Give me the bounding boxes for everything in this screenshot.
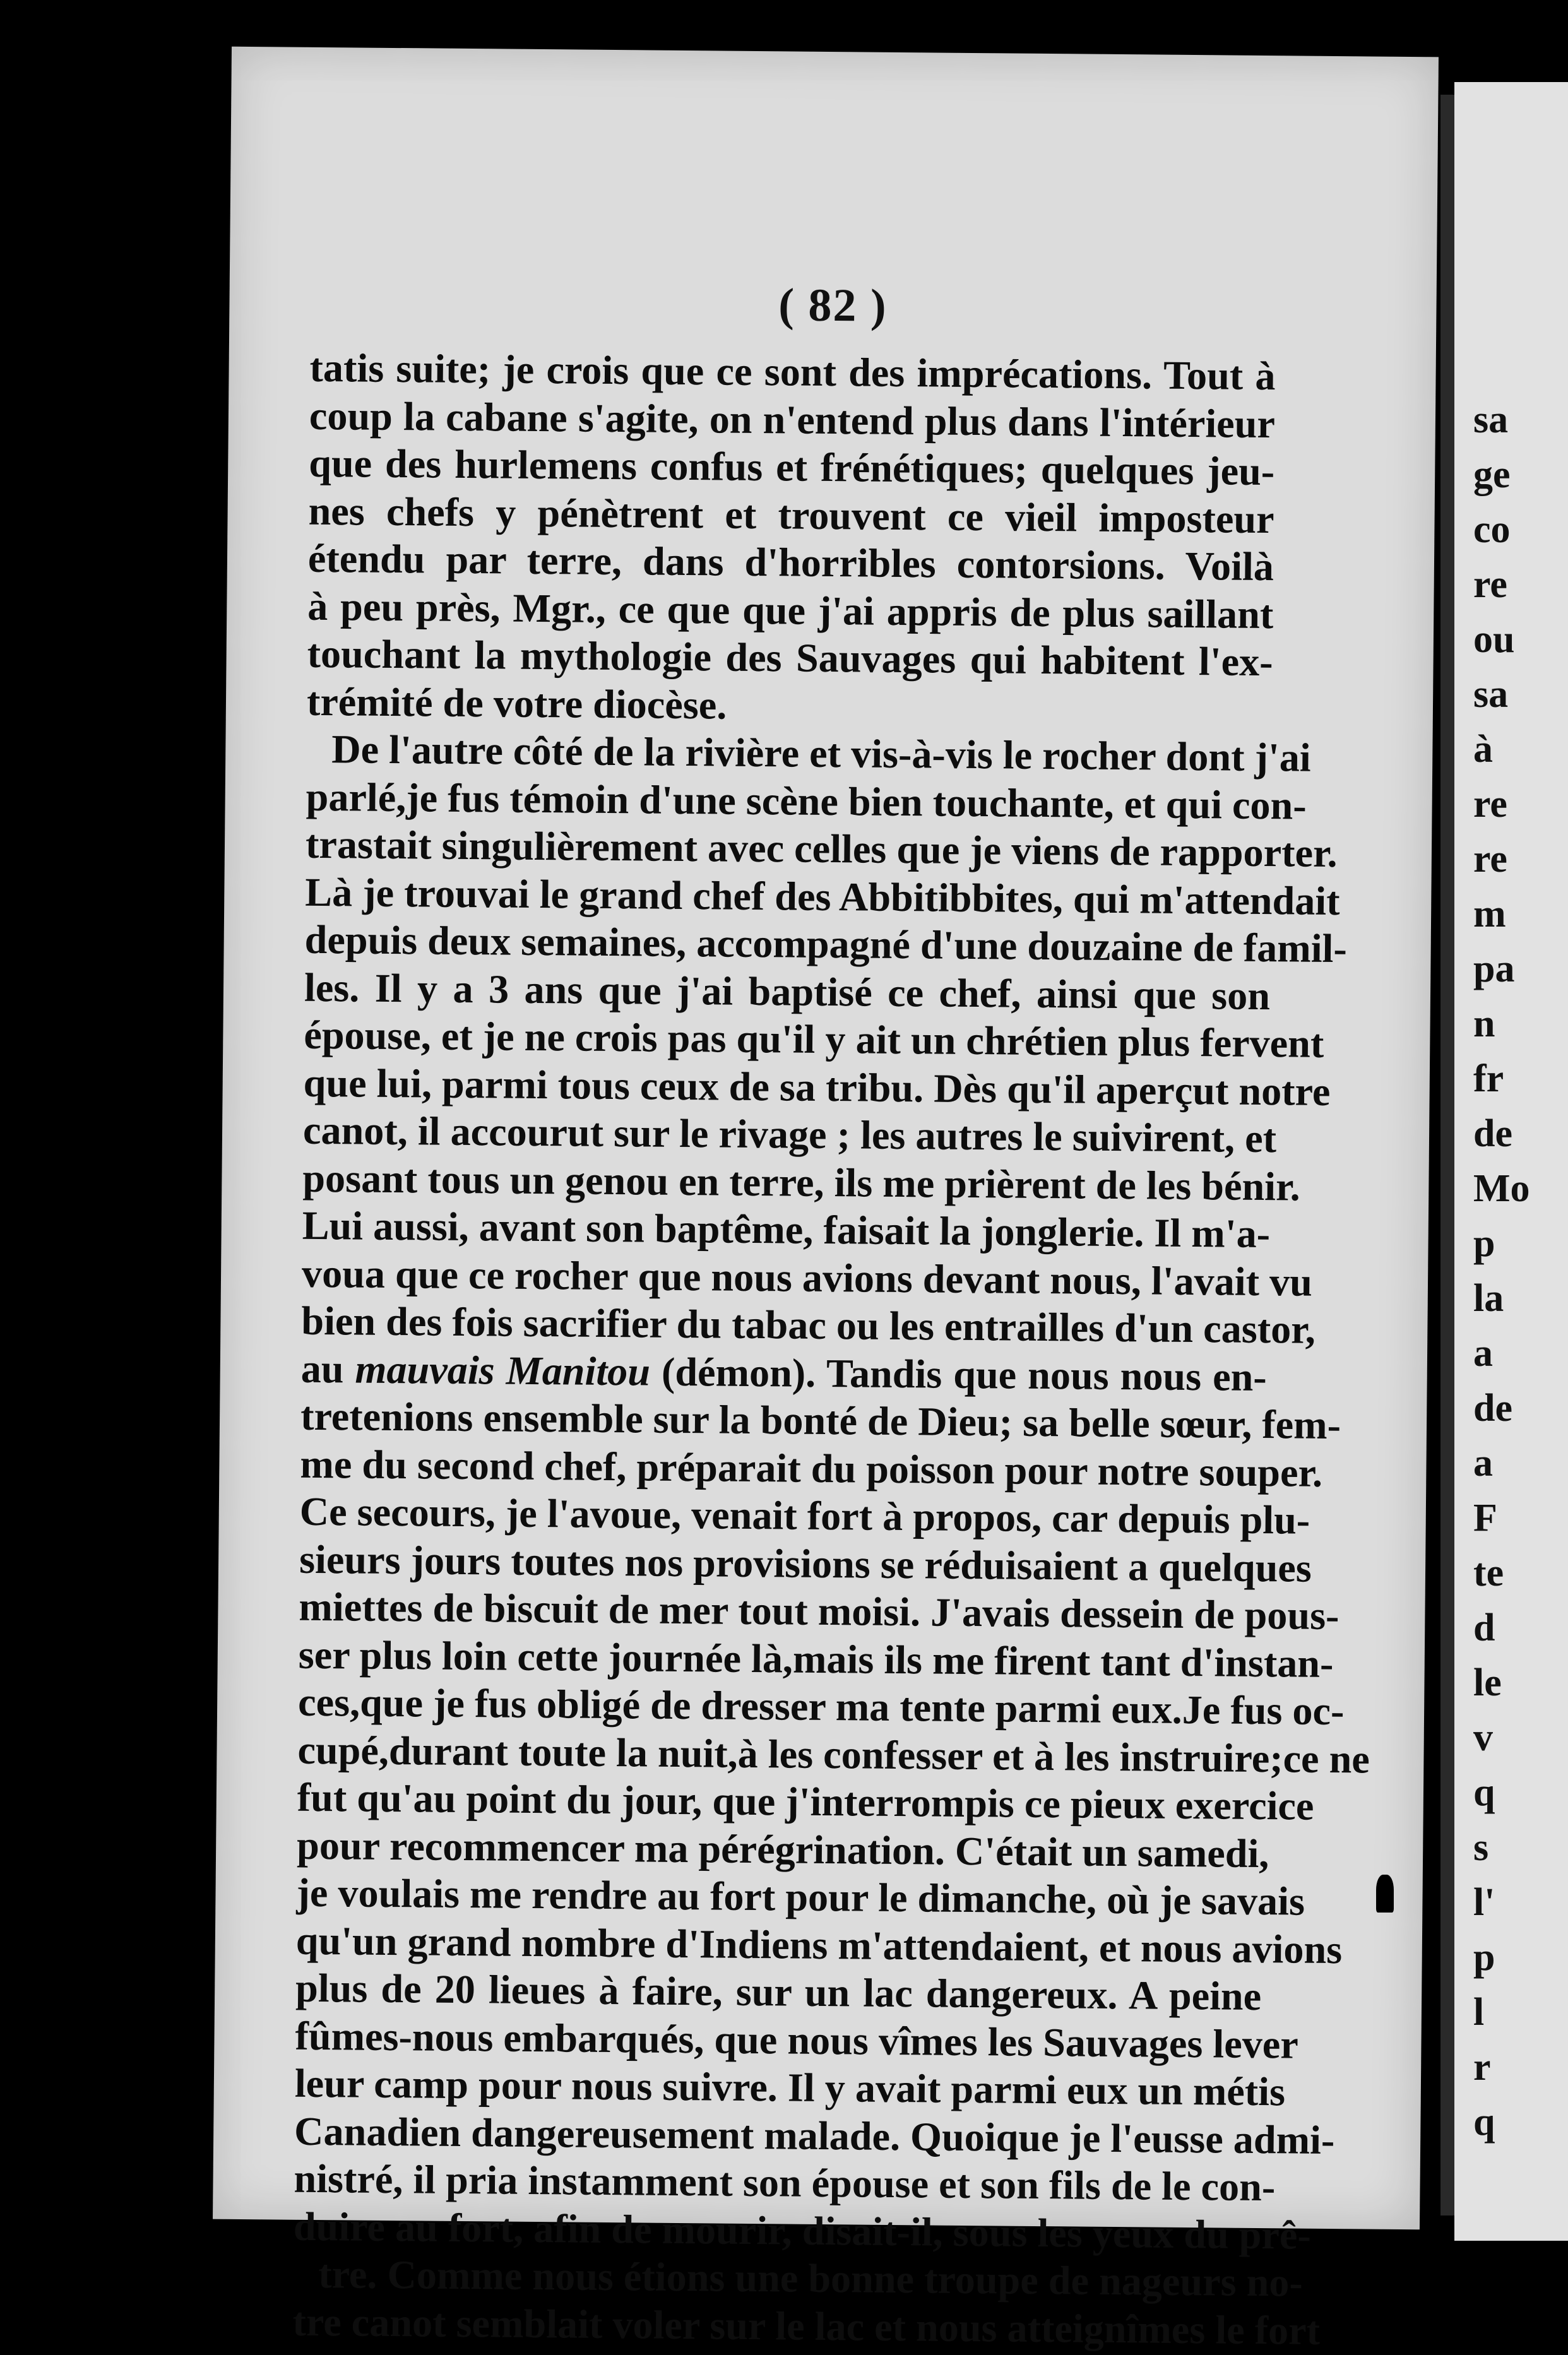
text-line: Lui aussi, avant son baptême, faisait la jonglerie. Il m'a- — [302, 1202, 1271, 1257]
text-line: voua que ce rocher que nous avions devant nous, l'avait vu — [301, 1250, 1313, 1305]
text-line: plus de 20 lieues à faire, sur un lac dangereux. A peine — [295, 1965, 1262, 2019]
text-line: nistré, il pria instamment son épouse et son fils de le con- — [294, 2156, 1276, 2210]
text-line: posant tous un genou en terre, ils me prièrent de les bénir. — [302, 1155, 1301, 1209]
adjacent-text-fragment: Mo — [1473, 1167, 1530, 1210]
italic-phrase: mauvais Manitou — [355, 1346, 651, 1394]
text-line: coup la cabane s'agite, on n'entend plus dans l'intérieur — [309, 393, 1276, 446]
text-line: que lui, parmi tous ceux de sa tribu. Dès qu'il aperçut notre — [303, 1060, 1331, 1114]
adjacent-text-fragment: n — [1473, 1002, 1495, 1045]
adjacent-text-fragment: q — [1473, 2101, 1495, 2144]
text-line: au mauvais Manitou (démon). Tandis que nous nous en- — [300, 1346, 1268, 1399]
text-line: Canadien dangereusement malade. Quoique je l'eusse admi- — [294, 2108, 1335, 2162]
text-line: les. Il y a 3 ans que j'ai baptisé ce chef, ainsi que son — [304, 964, 1271, 1018]
text-line: que des hurlemens confus et frénétiques; quelques jeu- — [308, 440, 1275, 494]
text-line: canot, il accourut sur le rivage ; les autres le suivirent, et — [302, 1107, 1277, 1161]
text-line: Ce secours, je l'avoue, venait fort à propos, car depuis plu- — [299, 1488, 1310, 1543]
adjacent-text-fragment: de — [1473, 1112, 1512, 1155]
text-line: parlé,je fus témoin d'une scène bien touchante, et qui con- — [306, 774, 1307, 828]
text-line: trémité de votre diocèse. — [306, 679, 727, 728]
text-line: fûmes-nous embarqués, que nous vîmes les Sauvages lever — [295, 2013, 1299, 2067]
adjacent-text-fragment: v — [1473, 1716, 1493, 1759]
adjacent-text-fragment: ou — [1473, 618, 1515, 661]
text-line: sieurs jours toutes nos provisions se réduisaient a quelques — [299, 1536, 1312, 1591]
adjacent-text-fragment: q — [1473, 1771, 1495, 1814]
text-line: pour recommencer ma pérégrination. C'était un samedi, — [296, 1822, 1269, 1876]
adjacent-text-fragment: a — [1473, 1442, 1493, 1485]
page-number: ( 82 ) — [778, 279, 888, 332]
text-line: tretenions ensemble sur la bonté de Dieu; sa belle sœur, fem- — [300, 1393, 1341, 1448]
adjacent-text-fragment: r — [1473, 2046, 1491, 2089]
book-page — [213, 47, 1439, 2353]
adjacent-text-fragment: re — [1473, 563, 1507, 606]
adjacent-text-fragment: pa — [1473, 947, 1515, 990]
adjacent-text-fragment: sa — [1473, 673, 1509, 716]
adjacent-page-edge — [1454, 82, 1568, 2241]
text-line: ces,que je fus obligé de dresser ma tente parmi eux.Je fus oc- — [297, 1679, 1345, 1734]
adjacent-text-fragment: re — [1473, 838, 1507, 881]
adjacent-text-fragment: ge — [1473, 453, 1511, 496]
text-line: nes chefs y pénètrent et trouvent ce vieil imposteur — [308, 488, 1274, 542]
adjacent-text-fragment: le — [1473, 1661, 1502, 1704]
text-line: tre. Comme nous étions une bonne troupe de nageurs no- — [318, 2251, 1304, 2305]
adjacent-text-fragment: l — [1473, 1991, 1485, 2034]
page-gutter — [1440, 95, 1454, 2216]
text-line: qu'un grand nombre d'Indiens m'attendaient, et nous avions — [295, 1918, 1343, 1972]
text-line: étendu par terre, dans d'horribles contorsions. Voilà — [307, 535, 1274, 590]
text-line: De l'autre côté de la rivière et vis-à-vis le rocher dont j'ai — [331, 727, 1312, 780]
text-line: fut qu'au point du jour, que j'interrompis ce pieux exercice — [297, 1774, 1314, 1829]
adjacent-text-fragment: a — [1473, 1332, 1493, 1375]
adjacent-text-fragment: fr — [1473, 1057, 1504, 1100]
adjacent-text-fragment: re — [1473, 783, 1507, 826]
adjacent-text-fragment: s — [1473, 1826, 1489, 1869]
adjacent-text-fragment: p — [1473, 1936, 1495, 1979]
adjacent-text-fragment: p — [1473, 1222, 1495, 1265]
binding-mark — [1376, 1875, 1394, 1913]
text-line: Là je trouvai le grand chef des Abbitibbites, qui m'attendait — [305, 869, 1340, 923]
text-line: épouse, et je ne crois pas qu'il y ait un chrétien plus fervent — [304, 1012, 1324, 1066]
adjacent-text-fragment: l' — [1473, 1881, 1495, 1924]
text-line: cupé,durant toute la nuit,à les confesser et à les instruire;ce ne — [297, 1727, 1370, 1782]
page-body-text — [292, 344, 1370, 2354]
text-line: miettes de biscuit de mer tout moisi. J'avais dessein de pous- — [299, 1584, 1339, 1639]
text-line: touchant la mythologie des Sauvages qui habitent l'ex- — [307, 631, 1273, 685]
adjacent-text-fragment: co — [1473, 508, 1511, 551]
text-line: à peu près, Mgr., ce que que j'ai appris de plus saillant — [307, 583, 1274, 637]
adjacent-text-fragment: à — [1473, 728, 1493, 771]
text-line: tatis suite; je crois que ce sont des imprécations. Tout à — [309, 345, 1276, 399]
text-line: duire au fort, afin de mourir, disait-il, sous les yeux du prê- — [293, 2204, 1312, 2258]
adjacent-text-fragment: sa — [1473, 398, 1509, 441]
adjacent-text-fragment: d — [1473, 1606, 1495, 1649]
adjacent-text-fragment: la — [1473, 1277, 1504, 1320]
text-line: me du second chef, préparait du poisson pour notre souper. — [300, 1441, 1323, 1495]
adjacent-text-fragment: m — [1473, 893, 1506, 935]
text-line: bien des fois sacrifier du tabac ou les entrailles d'un castor, — [301, 1298, 1316, 1352]
text-line: je voulais me rendre au fort pour le dimanche, où je savais — [296, 1870, 1305, 1924]
text-line: tre canot semblait voler sur le lac et nous atteignîmes le fort — [292, 2299, 1321, 2353]
text-line: leur camp pour nous suivre. Il y avait parmi eux un métis — [294, 2060, 1286, 2115]
text-line: ser plus loin cette journée là,mais ils me firent tant d'instan- — [298, 1632, 1334, 1686]
text-line: depuis deux semaines, accompagné d'une douzaine de famil- — [304, 916, 1348, 971]
adjacent-text-fragment: te — [1473, 1551, 1504, 1594]
text-line: trastait singulièrement avec celles que je viens de rapporter. — [305, 821, 1338, 876]
adjacent-text-fragment: F — [1473, 1497, 1497, 1539]
adjacent-text-fragment: de — [1473, 1387, 1512, 1430]
